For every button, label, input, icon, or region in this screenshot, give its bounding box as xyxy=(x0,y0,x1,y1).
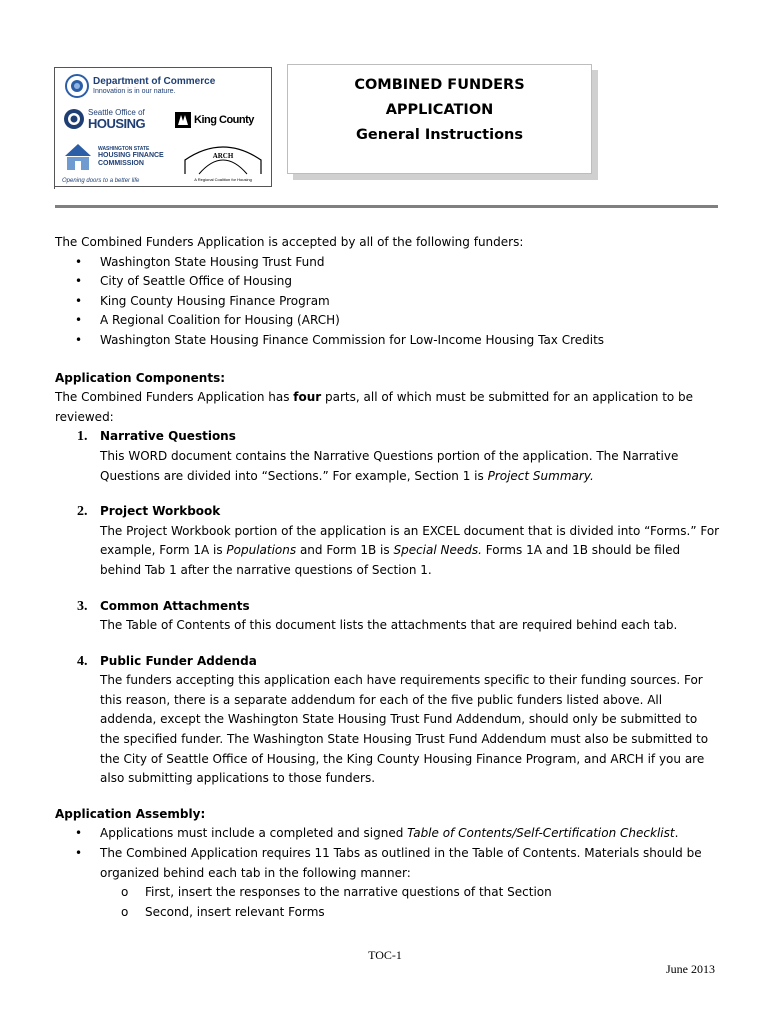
arch-caption: A Regional Coalition for Housing xyxy=(194,177,252,182)
component-description: The Project Workbook portion of the application is an EXCEL document that is divided into “Forms.” For example, Form 1A is Populations and Form 1B is Special Needs. Forms 1A and 1B should be filed behind Tab 1 after the narrative questions of Section 1. xyxy=(100,523,720,577)
component-number: 1. xyxy=(77,429,88,445)
components-intro: The Combined Funders Application has four parts, all of which must be submitted for an application to be reviewed: xyxy=(55,390,694,424)
arch-emblem-text: ARCH xyxy=(212,152,234,160)
arch-emblem-icon xyxy=(181,140,265,176)
component-item-2 xyxy=(55,502,720,580)
component-number: 3. xyxy=(77,598,88,614)
component-item-4 xyxy=(55,652,720,789)
component-title: Narrative Questions xyxy=(100,429,236,444)
header-divider xyxy=(55,205,718,208)
component-number: 2. xyxy=(77,504,88,520)
component-title: Project Workbook xyxy=(100,504,221,519)
component-number: 4. xyxy=(77,653,88,669)
components-heading: Application Components: xyxy=(55,370,226,385)
seattle-seal-icon xyxy=(63,108,85,130)
intro-text: The Combined Funders Application is accepted by all of the following funders: xyxy=(55,235,524,249)
component-description: The funders accepting this application each have requirements specific to their funding sources. For this reason, there is a separate addendum for each of the five public funders listed above. All addenda, except the Washington State Housing Trust Fund Addendum, should only be submitted to the specified funder. The Washington State Housing Trust Fund Addendum must also be submitted to the City of Seattle Office of Housing, the King County Housing Finance Program, and ARCH if you are also submitting applications to those funders. xyxy=(100,673,709,786)
assembly-sub-list xyxy=(55,883,720,922)
whfc-mark-icon xyxy=(63,142,93,172)
assembly-list xyxy=(55,824,720,883)
funder-item: • King County Housing Finance Program xyxy=(55,292,720,312)
funder-item: • Washington State Housing Trust Fund xyxy=(55,253,720,273)
component-item-3 xyxy=(55,597,720,636)
funder-item: • City of Seattle Office of Housing xyxy=(55,272,720,292)
seattle-office-label: Seattle Office of xyxy=(88,108,145,117)
assembly-sub-item: o First, insert the responses to the narrative questions of that Section xyxy=(55,883,720,903)
component-description: This WORD document contains the Narrative Questions portion of the application. The Narrative Questions are divided into “Sections.” For example, Section 1 is Project Summary. xyxy=(100,448,679,483)
commerce-tagline: Innovation is in our nature. xyxy=(93,88,176,95)
component-item-1 xyxy=(55,427,720,486)
king-county-label: King County xyxy=(194,114,254,126)
king-county-logo xyxy=(175,112,254,128)
commerce-logo xyxy=(65,74,215,98)
page-number: TOC-1 xyxy=(368,948,402,962)
assembly-item: • Applications must include a completed and signed Table of Contents/Self-Certification Checklist. xyxy=(55,824,720,844)
funder-item: • Washington State Housing Finance Commission for Low-Income Housing Tax Credits xyxy=(55,331,720,351)
arch-logo xyxy=(181,140,265,182)
whfc-tagline: Opening doors to a better life xyxy=(62,178,140,184)
logo-box-tick xyxy=(54,183,55,189)
whfc-logo xyxy=(63,142,164,172)
assembly-item: • The Combined Application requires 11 Tabs as outlined in the Table of Contents. Materials should be organized behind each tab in the following manner: xyxy=(55,844,720,883)
whfc-state-label: WASHINGTON STATE xyxy=(98,146,150,152)
funders-list xyxy=(55,253,720,351)
title-line-2: APPLICATION xyxy=(385,102,494,118)
assembly-heading: Application Assembly: xyxy=(55,806,206,821)
funder-logos-panel xyxy=(54,67,272,187)
assembly-sub-item: o Second, insert relevant Forms xyxy=(55,903,720,923)
document-body xyxy=(55,233,720,922)
component-title: Public Funder Addenda xyxy=(100,653,257,668)
title-box xyxy=(287,64,592,174)
king-county-mark-icon xyxy=(175,112,191,128)
title-line-3: General Instructions xyxy=(355,127,523,143)
seattle-housing-label: HOUSING xyxy=(88,116,146,131)
whfc-name-line2: COMMISSION xyxy=(98,160,144,167)
component-description: The Table of Contents of this document lists the attachments that are required behind each tab. xyxy=(100,618,678,633)
component-title: Common Attachments xyxy=(100,598,250,613)
commerce-seal-icon xyxy=(65,74,89,98)
whfc-name-line1: HOUSING FINANCE xyxy=(98,152,164,159)
funder-item: • A Regional Coalition for Housing (ARCH) xyxy=(55,311,720,331)
seattle-housing-logo xyxy=(63,108,145,130)
title-line-1: COMBINED FUNDERS xyxy=(354,77,525,93)
commerce-name: Department of Commerce xyxy=(93,76,216,87)
footer-date: June 2013 xyxy=(666,962,715,976)
